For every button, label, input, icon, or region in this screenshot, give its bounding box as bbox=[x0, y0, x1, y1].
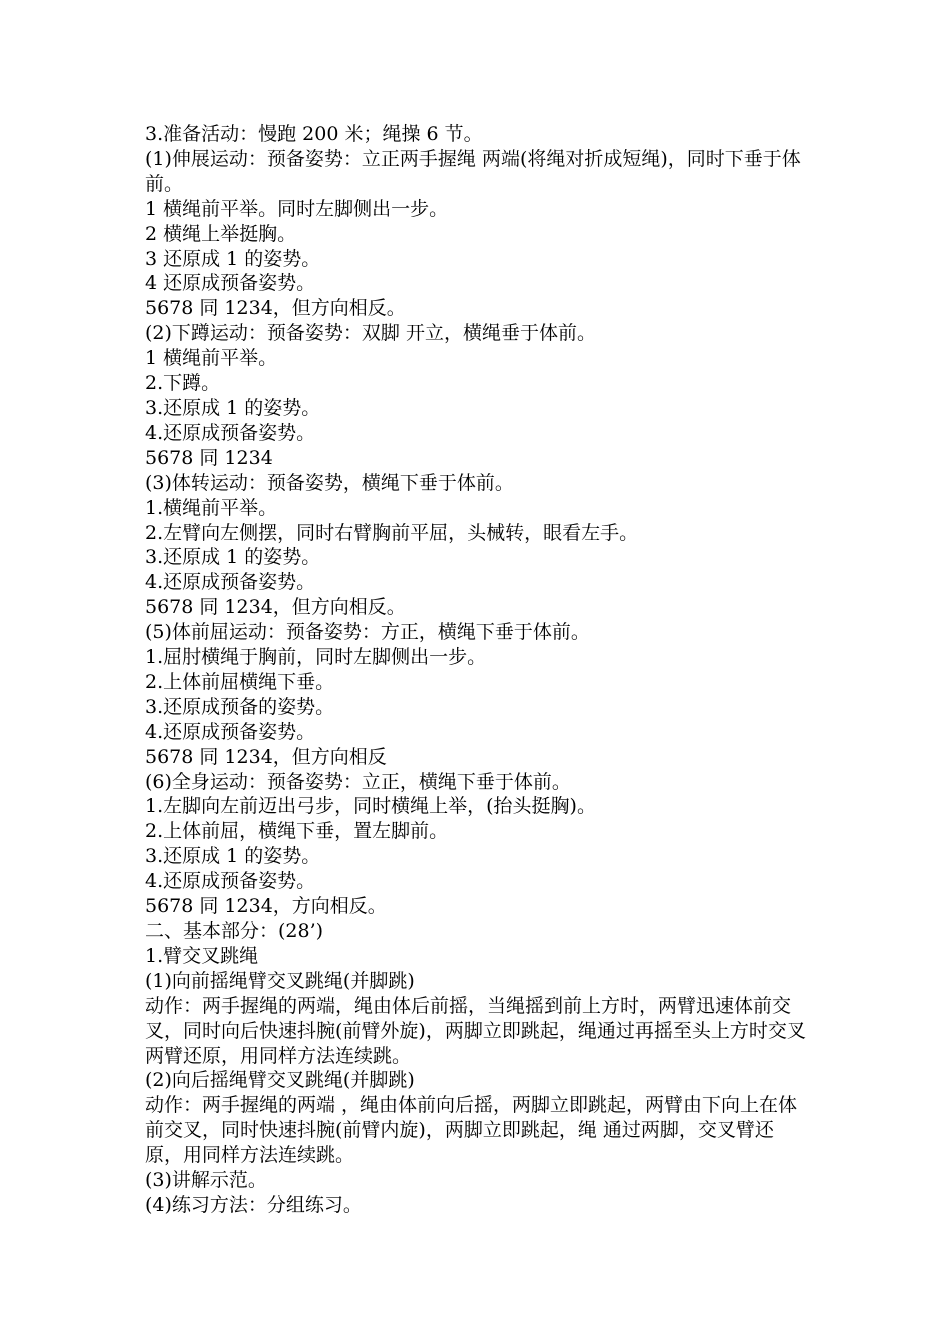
text-line: 5678 同 1234，方向相反。 bbox=[145, 895, 387, 918]
text-line: 5678 同 1234 bbox=[145, 446, 273, 469]
text-line: (3)体转运动：预备姿势，横绳下垂于体前。 bbox=[145, 471, 514, 494]
text-line: 4.还原成预备姿势。 bbox=[145, 571, 316, 594]
text-line: 4 还原成预备姿势。 bbox=[145, 272, 316, 295]
paragraph: 动作：两手握绳的两端 ，绳由体前向后摇，两脚立即跳起，两臂由下向上在体前交叉，同时快速抖腕(前臂内旋)，两脚立即跳起，绳 通过两脚，交叉臂还原，用同样方法连续跳。 bbox=[145, 1094, 798, 1167]
text-line: 2.下蹲。 bbox=[145, 372, 221, 395]
text-line: 1 横绳前平举。同时左脚侧出一步。 bbox=[145, 197, 449, 220]
text-line: (4)练习方法：分组练习。 bbox=[145, 1193, 362, 1216]
text-line: 4.还原成预备姿势。 bbox=[145, 870, 316, 893]
text-line: (5)体前屈运动：预备姿势：方正，横绳下垂于体前。 bbox=[145, 621, 590, 644]
section-heading: 二、基本部分：(28’) bbox=[145, 920, 324, 942]
text-line: (1)伸展运动：预备姿势：立正两手握绳 两端(将绳对折成短绳)，同时下垂于体前。 bbox=[145, 147, 801, 195]
text-line: 3.还原成 1 的姿势。 bbox=[145, 396, 321, 419]
paragraph: 动作：两手握绳的两端，绳由体后前摇，当绳摇到前上方时，两臂迅速体前交叉，同时向后快速抖腕(前臂外旋)，两脚立即跳起，绳通过再摇至头上方时交叉两臂还原，用同样方法连续跳。 bbox=[145, 994, 806, 1067]
text-line: 5678 同 1234，但方向相反。 bbox=[145, 596, 406, 619]
text-line: (1)向前摇绳臂交叉跳绳(并脚跳) bbox=[145, 969, 415, 992]
text-line: 3.还原成预备的姿势。 bbox=[145, 695, 335, 718]
text-line: 3 还原成 1 的姿势。 bbox=[145, 247, 321, 270]
text-line: 4.还原成预备姿势。 bbox=[145, 720, 316, 743]
text-line: 2.上体前屈横绳下垂。 bbox=[145, 670, 335, 693]
text-line: (2)向后摇绳臂交叉跳绳(并脚跳) bbox=[145, 1069, 415, 1092]
text-line: 2.左臂向左侧摆，同时右臂胸前平屈，头械转，眼看左手。 bbox=[145, 521, 639, 544]
subsection-heading: 1.臂交叉跳绳 bbox=[145, 944, 259, 967]
text-line: 3.准备活动：慢跑 200 米；绳操 6 节。 bbox=[145, 123, 483, 145]
text-line: 4.还原成预备姿势。 bbox=[145, 421, 316, 444]
document-body bbox=[145, 122, 810, 1218]
text-line: 5678 同 1234，但方向相反 bbox=[145, 745, 387, 768]
text-line: (3)讲解示范。 bbox=[145, 1169, 267, 1192]
text-line: 3.还原成 1 的姿势。 bbox=[145, 546, 321, 569]
text-line: (2)下蹲运动：预备姿势：双脚 开立，横绳垂于体前。 bbox=[145, 322, 596, 345]
text-line: 2 横绳上举挺胸。 bbox=[145, 222, 297, 245]
text-line: 1.横绳前平举。 bbox=[145, 496, 278, 519]
text-line: 5678 同 1234，但方向相反。 bbox=[145, 297, 406, 320]
text-line: (6)全身运动：预备姿势：立正，横绳下垂于体前。 bbox=[145, 770, 571, 793]
text-line: 3.还原成 1 的姿势。 bbox=[145, 845, 321, 868]
text-line: 2.上体前屈，横绳下垂，置左脚前。 bbox=[145, 820, 449, 843]
text-line: 1.屈肘横绳于胸前，同时左脚侧出一步。 bbox=[145, 646, 487, 669]
text-line: 1 横绳前平举。 bbox=[145, 347, 278, 370]
text-line: 1.左脚向左前迈出弓步，同时横绳上举，(抬头挺胸)。 bbox=[145, 795, 596, 818]
